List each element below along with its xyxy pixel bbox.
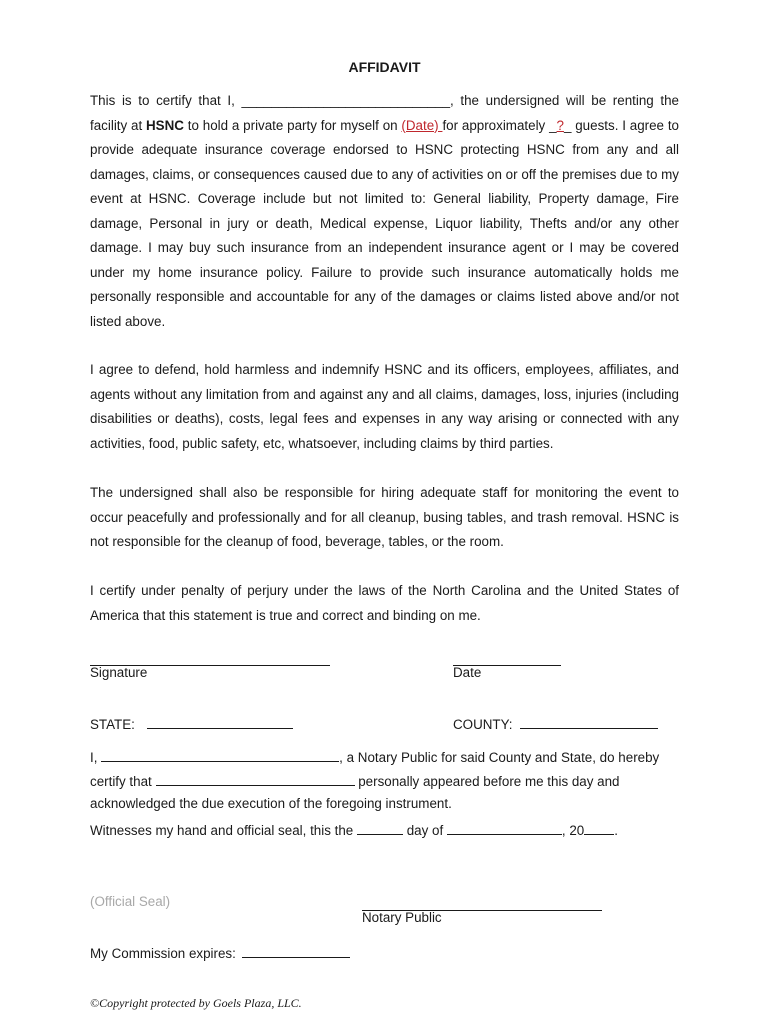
state-line[interactable]: [147, 714, 293, 729]
paragraph-staff: The undersigned shall also be responsible for hiring adequate staff for monitoring the event to occur peacefully and professionally and for all cleanup, busing tables, and trash removal. HSNC is not responsible for the cleanup of food, beverage, tables, or the room.: [90, 485, 679, 549]
notary-line-3: acknowledged the due execution of the foregoing instrument.: [90, 796, 452, 811]
official-seal-label: (Official Seal): [90, 894, 171, 909]
state-label: STATE:: [90, 717, 135, 732]
paragraph-perjury: I certify under penalty of perjury under the laws of the North Carolina and the United States of America that this statement is true and correct and binding on me.: [90, 583, 679, 623]
p1-text-a: This is to certify that I, ____________________________, the undersigned will be renting the facility at: [90, 93, 679, 133]
notary-text: personally appeared before me this day and: [354, 774, 620, 789]
guests-placeholder[interactable]: ?: [556, 117, 564, 133]
year-line[interactable]: [584, 820, 614, 835]
p1-text-b: to hold a private party for myself on: [183, 117, 402, 133]
notary-text: certify that: [90, 774, 156, 789]
notary-text: .: [614, 823, 618, 838]
day-line[interactable]: [357, 820, 403, 835]
copyright-notice: ©Copyright protected by Goels Plaza, LLC.: [90, 996, 302, 1010]
notary-text: , 20: [561, 823, 585, 838]
county-line[interactable]: [520, 714, 658, 729]
month-line[interactable]: [447, 820, 562, 835]
notary-line-4: [90, 820, 618, 838]
notary-text: , a Notary Public for said County and State, do hereby: [339, 750, 660, 765]
notary-text: I,: [90, 750, 102, 765]
county-label: COUNTY:: [453, 717, 513, 732]
notary-line-2: [90, 771, 620, 789]
paragraph-indemnify: I agree to defend, hold harmless and indemnify HSNC and its officers, employees, affiliates, and agents without any limitation from and against any and all claims, damages, loss, injuries (including disabilities or deaths), costs, legal fees and expenses in any way arising or connected with any activities, food, public safety, etc, whatsoever, including claims by third parties.: [90, 362, 679, 451]
notary-line-1: [90, 747, 659, 765]
appeared-name-line[interactable]: [156, 771, 355, 786]
commission-label: My Commission expires:: [90, 946, 236, 961]
notary-name-line[interactable]: [101, 747, 339, 762]
commission-row: [90, 943, 350, 961]
p1-text-c: for approximately: [442, 117, 550, 133]
commission-line[interactable]: [242, 943, 350, 958]
date-label: Date: [453, 665, 482, 680]
signature-label: Signature: [90, 665, 148, 680]
p1-text-d: guests. I agree to provide adequate insurance coverage endorsed to HSNC protecting HSNC from any and all damages, claims, or consequences caused due to any of activities on or off the premises due to my event at HSNC. Coverage include but not limited to: General liability, Property damage, Fire damage, Personal in jury or death, Medical expense, Liquor liability, Thefts and/or any other damage. I may buy such insurance from an independent insurance agent or I may be covered under my home insurance policy. Failure to provide such insurance automatically holds me personally responsible and accountable for any of the damages or claims listed above and/or not listed above.: [90, 117, 679, 329]
state-row: [90, 714, 293, 732]
notary-text: Witnesses my hand and official seal, this the: [90, 823, 357, 838]
notary-text: day of: [402, 823, 447, 838]
date-placeholder[interactable]: (Date): [401, 117, 443, 133]
county-row: [453, 714, 658, 732]
hsnc-bold: HSNC: [146, 117, 184, 133]
notary-public-label: Notary Public: [362, 910, 442, 925]
document-title: AFFIDAVIT: [348, 59, 421, 75]
paragraph-certify: This is to certify that I, ____________________________, the undersigned will be renting the facility at HSNC to hold a private party for myself on (Date) for approximately _?_ guests. I agree to provide adequate insurance coverage endorsed to HSNC protecting HSNC from any and all damages, claims, or consequences caused due to any of activities on or off the premises due to my event at HSNC. Coverage include but not limited to: General liability, Property damage, Fire damage, Personal in jury or death, Medical expense, Liquor liability, Thefts and/or any other damage. I may buy such insurance from an independent insurance agent or I may be covered under my home insurance policy. Failure to provide such insurance automatically holds me personally responsible and accountable for any of the damages or claims listed above and/or not listed above.: [90, 93, 679, 329]
